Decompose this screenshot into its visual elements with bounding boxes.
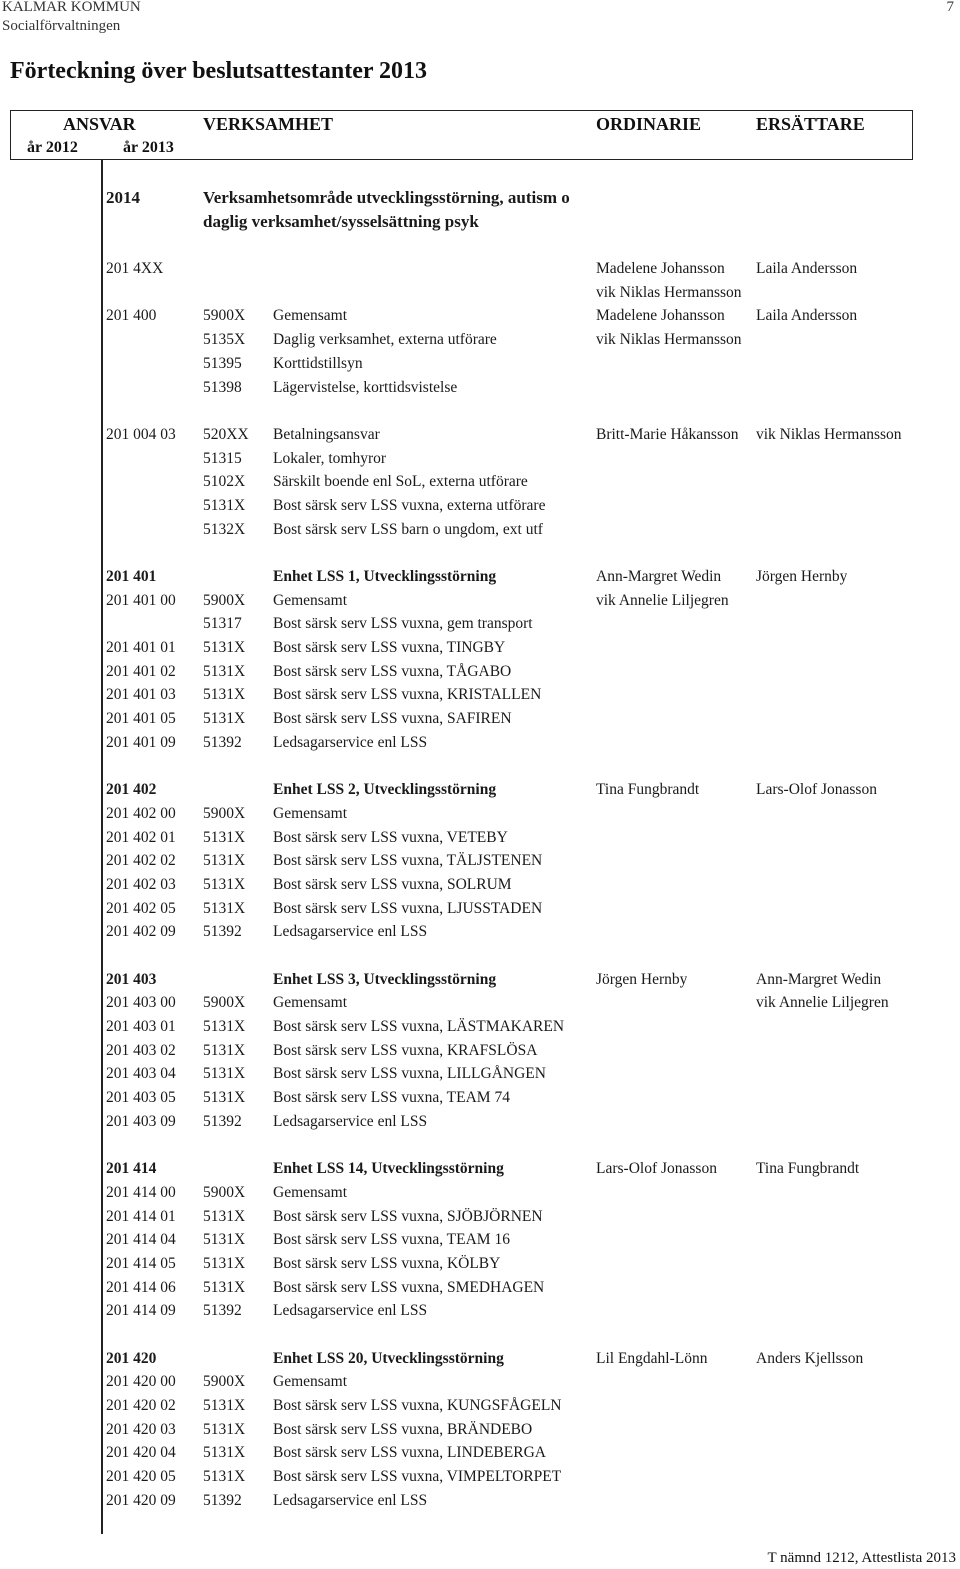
verksamhet-code-cell: 5131X (203, 1231, 246, 1249)
verksamhet-name-cell: Gemensamt (273, 1373, 348, 1391)
ersattare-cell: Tina Fungbrandt (756, 1160, 860, 1178)
table-row (0, 1370, 960, 1394)
verksamhet-code-cell: 51392 (203, 733, 242, 751)
verksamhet-code-cell: 51315 (203, 449, 242, 467)
verksamhet-code-cell: 51392 (203, 1491, 242, 1509)
ansvar-cell: 201 402 02 (106, 852, 176, 870)
ordinarie-cell: Tina Fungbrandt (596, 781, 700, 799)
section-code: 2014 (106, 188, 140, 207)
verksamhet-name-cell: Ledsagarservice enl LSS (273, 1491, 428, 1509)
verksamhet-name-cell: Betalningsansvar (273, 425, 380, 443)
ersattare-cell: vik Annelie Liljegren (756, 994, 889, 1012)
ersattare-cell: vik Niklas Hermansson (756, 425, 902, 443)
verksamhet-name-cell: Gemensamt (273, 307, 348, 325)
verksamhet-name-cell: Ledsagarservice enl LSS (273, 1302, 428, 1320)
table-row (0, 589, 960, 613)
table-row (0, 1252, 960, 1276)
table-row (0, 1039, 960, 1063)
table-row (0, 707, 960, 731)
ansvar-cell: 201 401 01 (106, 639, 176, 657)
ansvar-cell: 201 403 (106, 970, 157, 988)
verksamhet-code-cell: 51392 (203, 1302, 242, 1320)
ordinarie-cell: Lil Engdahl-Lönn (596, 1349, 708, 1367)
table-row (0, 826, 960, 850)
ansvar-cell: 201 420 (106, 1349, 157, 1367)
org-department: Socialförvaltningen (2, 18, 121, 34)
ansvar-cell: 201 420 02 (106, 1397, 176, 1415)
table-row (0, 1441, 960, 1465)
verksamhet-code-cell: 5131X (203, 1065, 246, 1083)
verksamhet-name-cell: Bost särsk serv LSS vuxna, KÖLBY (273, 1254, 501, 1272)
table-row (0, 1418, 960, 1442)
table-row (0, 1181, 960, 1205)
ansvar-cell: 201 403 02 (106, 1041, 176, 1059)
verksamhet-code-cell: 5131X (203, 1207, 246, 1225)
page-title: Förteckning över beslutsattestanter 2013 (10, 58, 428, 84)
row-spacer (0, 233, 960, 257)
ordinarie-cell: Lars-Olof Jonasson (596, 1160, 717, 1178)
ansvar-cell: 201 401 09 (106, 733, 176, 751)
table-row (0, 1086, 960, 1110)
table-row (0, 897, 960, 921)
unit-heading-row (0, 1157, 960, 1181)
verksamhet-name-cell: Ledsagarservice enl LSS (273, 1112, 428, 1130)
ansvar-cell: 201 401 03 (106, 686, 176, 704)
section-heading (0, 186, 960, 210)
unit-heading-row (0, 778, 960, 802)
table-header (10, 110, 913, 160)
ersattare-cell: Laila Andersson (756, 260, 858, 278)
table-row (0, 304, 960, 328)
verksamhet-code-cell: 5131X (203, 852, 246, 870)
verksamhet-name-cell: Gemensamt (273, 804, 348, 822)
verksamhet-name-cell: Bost särsk serv LSS vuxna, SMEDHAGEN (273, 1278, 545, 1296)
ansvar-cell: 201 414 01 (106, 1207, 176, 1225)
table-row (0, 1465, 960, 1489)
ansvar-cell: 201 420 03 (106, 1420, 176, 1438)
verksamhet-name-cell: Ledsagarservice enl LSS (273, 923, 428, 941)
verksamhet-name-cell: Bost särsk serv LSS vuxna, KRAFSLÖSA (273, 1041, 538, 1059)
attestant-list (0, 186, 960, 1513)
table-row (0, 1228, 960, 1252)
verksamhet-code-cell: 5131X (203, 1468, 246, 1486)
column-header-ordinarie: ORDINARIE (596, 114, 702, 134)
verksamhet-name-cell: Enhet LSS 20, Utvecklingsstörning (273, 1349, 504, 1367)
verksamhet-name-cell: Korttidstillsyn (273, 354, 363, 372)
verksamhet-code-cell: 5900X (203, 307, 246, 325)
verksamhet-code-cell: 5900X (203, 591, 246, 609)
verksamhet-code-cell: 5131X (203, 496, 246, 514)
ansvar-cell: 201 401 05 (106, 710, 176, 728)
ansvar-cell: 201 402 01 (106, 828, 176, 846)
ansvar-cell: 201 403 01 (106, 1018, 176, 1036)
verksamhet-name-cell: Enhet LSS 2, Utvecklingsstörning (273, 781, 497, 799)
table-row (0, 281, 960, 305)
page-number: 7 (946, 0, 954, 15)
org-name: KALMAR KOMMUN (2, 0, 141, 15)
table-row (0, 1394, 960, 1418)
column-header-ersattare: ERSÄTTARE (756, 114, 865, 134)
ansvar-cell: 201 004 03 (106, 425, 176, 443)
table-row (0, 1110, 960, 1134)
verksamhet-code-cell: 51395 (203, 354, 242, 372)
verksamhet-name-cell: Bost särsk serv LSS vuxna, SJÖBJÖRNEN (273, 1207, 543, 1225)
table-row (0, 991, 960, 1015)
verksamhet-name-cell: Bost särsk serv LSS barn o ungdom, ext utf (273, 520, 543, 538)
verksamhet-name-cell: Bost särsk serv LSS vuxna, externa utförare (273, 496, 546, 514)
table-body (0, 233, 960, 1512)
column-header-ansvar: ANSVAR (63, 114, 136, 134)
verksamhet-name-cell: Särskilt boende enl SoL, externa utförare (273, 473, 528, 491)
table-row (0, 447, 960, 471)
ansvar-cell: 201 403 00 (106, 994, 176, 1012)
ansvar-cell: 201 402 00 (106, 804, 176, 822)
verksamhet-code-cell: 5131X (203, 1254, 246, 1272)
table-row (0, 920, 960, 944)
verksamhet-name-cell: Ledsagarservice enl LSS (273, 733, 428, 751)
table-row (0, 352, 960, 376)
table-row (0, 849, 960, 873)
ansvar-cell: 201 401 (106, 568, 157, 585)
ordinarie-cell: Jörgen Hernby (596, 970, 688, 988)
ansvar-cell: 201 400 (106, 307, 157, 325)
table-row (0, 1489, 960, 1513)
verksamhet-code-cell: 5131X (203, 1444, 246, 1462)
verksamhet-name-cell: Bost särsk serv LSS vuxna, VETEBY (273, 828, 508, 846)
verksamhet-code-cell: 51398 (203, 378, 242, 396)
verksamhet-code-cell: 51317 (203, 615, 242, 633)
table-row (0, 1205, 960, 1229)
verksamhet-code-cell: 5131X (203, 686, 246, 704)
verksamhet-code-cell: 5131X (203, 828, 246, 846)
section-title-line1: Verksamhetsområde utvecklingsstörning, autism o (203, 188, 570, 207)
row-spacer (0, 755, 960, 779)
verksamhet-name-cell: Bost särsk serv LSS vuxna, BRÄNDEBO (273, 1420, 533, 1438)
ansvar-cell: 201 403 09 (106, 1112, 176, 1130)
ansvar-cell: 201 402 05 (106, 899, 176, 917)
ansvar-cell: 201 420 05 (106, 1468, 176, 1486)
column-header-year-2013: år 2013 (123, 139, 174, 156)
ansvar-cell: 201 403 04 (106, 1065, 176, 1083)
verksamhet-name-cell: Bost särsk serv LSS vuxna, LJUSSTADEN (273, 899, 543, 917)
verksamhet-name-cell: Daglig verksamhet, externa utförare (273, 331, 497, 349)
verksamhet-name-cell: Bost särsk serv LSS vuxna, TEAM 74 (273, 1089, 510, 1107)
unit-heading-row (0, 565, 960, 589)
verksamhet-name-cell: Enhet LSS 3, Utvecklingsstörning (273, 970, 497, 988)
verksamhet-code-cell: 5132X (203, 520, 246, 538)
table-row (0, 328, 960, 352)
section-heading-continued (0, 210, 960, 234)
verksamhet-name-cell: Enhet LSS 1, Utvecklingsstörning (273, 568, 497, 585)
ordinarie-cell: Britt-Marie Håkansson (596, 425, 739, 443)
ansvar-cell: 201 414 04 (106, 1231, 176, 1249)
verksamhet-name-cell: Bost särsk serv LSS vuxna, SAFIREN (273, 710, 512, 728)
footer-note: T nämnd 1212, Attestlista 2013 (767, 1550, 956, 1566)
column-header-verksamhet: VERKSAMHET (203, 114, 334, 134)
verksamhet-name-cell: Gemensamt (273, 994, 348, 1012)
table-row (0, 1299, 960, 1323)
verksamhet-code-cell: 5131X (203, 1397, 246, 1415)
row-spacer (0, 944, 960, 968)
table-row (0, 612, 960, 636)
verksamhet-name-cell: Enhet LSS 14, Utvecklingsstörning (273, 1160, 504, 1178)
verksamhet-code-cell: 5900X (203, 1373, 246, 1391)
table-row (0, 494, 960, 518)
verksamhet-name-cell: Bost särsk serv LSS vuxna, SOLRUM (273, 875, 512, 893)
verksamhet-name-cell: Bost särsk serv LSS vuxna, TÅGABO (273, 662, 512, 680)
verksamhet-name-cell: Bost särsk serv LSS vuxna, VIMPELTORPET (273, 1468, 562, 1486)
column-header-year-2012: år 2012 (27, 139, 78, 156)
row-spacer (0, 399, 960, 423)
table-row (0, 802, 960, 826)
table-row (0, 518, 960, 542)
verksamhet-code-cell: 5135X (203, 331, 246, 349)
verksamhet-code-cell: 5102X (203, 473, 246, 491)
verksamhet-code-cell: 5131X (203, 1018, 246, 1036)
row-spacer (0, 1323, 960, 1347)
table-row (0, 1015, 960, 1039)
ersattare-cell: Laila Andersson (756, 307, 858, 325)
verksamhet-code-cell: 520XX (203, 425, 249, 443)
row-spacer (0, 541, 960, 565)
verksamhet-code-cell: 51392 (203, 923, 242, 941)
ersattare-cell: Lars-Olof Jonasson (756, 781, 877, 799)
table-row (0, 636, 960, 660)
verksamhet-code-cell: 5900X (203, 804, 246, 822)
ansvar-cell: 201 420 09 (106, 1491, 176, 1509)
ordinarie-cell: vik Annelie Liljegren (596, 591, 729, 609)
section-title-line2: daglig verksamhet/sysselsättning psyk (203, 211, 479, 231)
unit-heading-row (0, 968, 960, 992)
ersattare-cell: Ann-Margret Wedin (756, 970, 882, 988)
verksamhet-name-cell: Lägervistelse, korttidsvistelse (273, 378, 458, 396)
ansvar-cell: 201 414 09 (106, 1302, 176, 1320)
verksamhet-name-cell: Bost särsk serv LSS vuxna, TÄLJSTENEN (273, 852, 543, 870)
ordinarie-cell: Ann-Margret Wedin (596, 568, 722, 585)
ansvar-cell: 201 402 09 (106, 923, 176, 941)
verksamhet-name-cell: Gemensamt (273, 591, 348, 609)
verksamhet-name-cell: Bost särsk serv LSS vuxna, TINGBY (273, 639, 506, 657)
table-row (0, 660, 960, 684)
ordinarie-cell: Madelene Johansson (596, 260, 725, 278)
verksamhet-code-cell: 5131X (203, 899, 246, 917)
table-row (0, 683, 960, 707)
org-header (2, 0, 141, 36)
verksamhet-code-cell: 5131X (203, 1420, 246, 1438)
verksamhet-code-cell: 5131X (203, 1278, 246, 1296)
ansvar-cell: 201 420 04 (106, 1444, 176, 1462)
ansvar-cell: 201 4XX (106, 260, 164, 278)
verksamhet-code-cell: 5131X (203, 639, 246, 657)
verksamhet-code-cell: 51392 (203, 1112, 242, 1130)
ansvar-cell: 201 401 00 (106, 591, 176, 609)
table-row (0, 1062, 960, 1086)
unit-heading-row (0, 1347, 960, 1371)
ersattare-cell: Jörgen Hernby (756, 568, 848, 585)
table-row (0, 731, 960, 755)
ansvar-cell: 201 403 05 (106, 1089, 176, 1107)
verksamhet-code-cell: 5131X (203, 710, 246, 728)
ordinarie-cell: vik Niklas Hermansson (596, 283, 742, 301)
ansvar-cell: 201 401 02 (106, 662, 176, 680)
ansvar-cell: 201 402 (106, 781, 157, 799)
verksamhet-name-cell: Bost särsk serv LSS vuxna, KRISTALLEN (273, 686, 542, 704)
ansvar-cell: 201 414 05 (106, 1254, 176, 1272)
row-spacer (0, 1134, 960, 1158)
ansvar-cell: 201 414 (106, 1160, 157, 1178)
ordinarie-cell: Madelene Johansson (596, 307, 725, 325)
table-row (0, 873, 960, 897)
verksamhet-code-cell: 5131X (203, 875, 246, 893)
verksamhet-name-cell: Bost särsk serv LSS vuxna, TEAM 16 (273, 1231, 510, 1249)
verksamhet-code-cell: 5131X (203, 662, 246, 680)
verksamhet-name-cell: Gemensamt (273, 1183, 348, 1201)
verksamhet-code-cell: 5900X (203, 994, 246, 1012)
ansvar-cell: 201 420 00 (106, 1373, 176, 1391)
verksamhet-name-cell: Lokaler, tomhyror (273, 449, 387, 467)
verksamhet-code-cell: 5131X (203, 1089, 246, 1107)
verksamhet-name-cell: Bost särsk serv LSS vuxna, LINDEBERGA (273, 1444, 546, 1462)
table-row (0, 470, 960, 494)
verksamhet-code-cell: 5900X (203, 1183, 246, 1201)
ordinarie-cell: vik Niklas Hermansson (596, 331, 742, 349)
verksamhet-name-cell: Bost särsk serv LSS vuxna, LÄSTMAKAREN (273, 1018, 565, 1036)
ersattare-cell: Anders Kjellsson (756, 1349, 864, 1367)
verksamhet-name-cell: Bost särsk serv LSS vuxna, KUNGSFÅGELN (273, 1397, 562, 1415)
verksamhet-code-cell: 5131X (203, 1041, 246, 1059)
table-row (0, 376, 960, 400)
table-row (0, 257, 960, 281)
ansvar-cell: 201 402 03 (106, 875, 176, 893)
ansvar-cell: 201 414 06 (106, 1278, 176, 1296)
table-row (0, 423, 960, 447)
verksamhet-name-cell: Bost särsk serv LSS vuxna, LILLGÅNGEN (273, 1065, 546, 1083)
table-row (0, 1276, 960, 1300)
verksamhet-name-cell: Bost särsk serv LSS vuxna, gem transport (273, 615, 533, 633)
ansvar-cell: 201 414 00 (106, 1183, 176, 1201)
